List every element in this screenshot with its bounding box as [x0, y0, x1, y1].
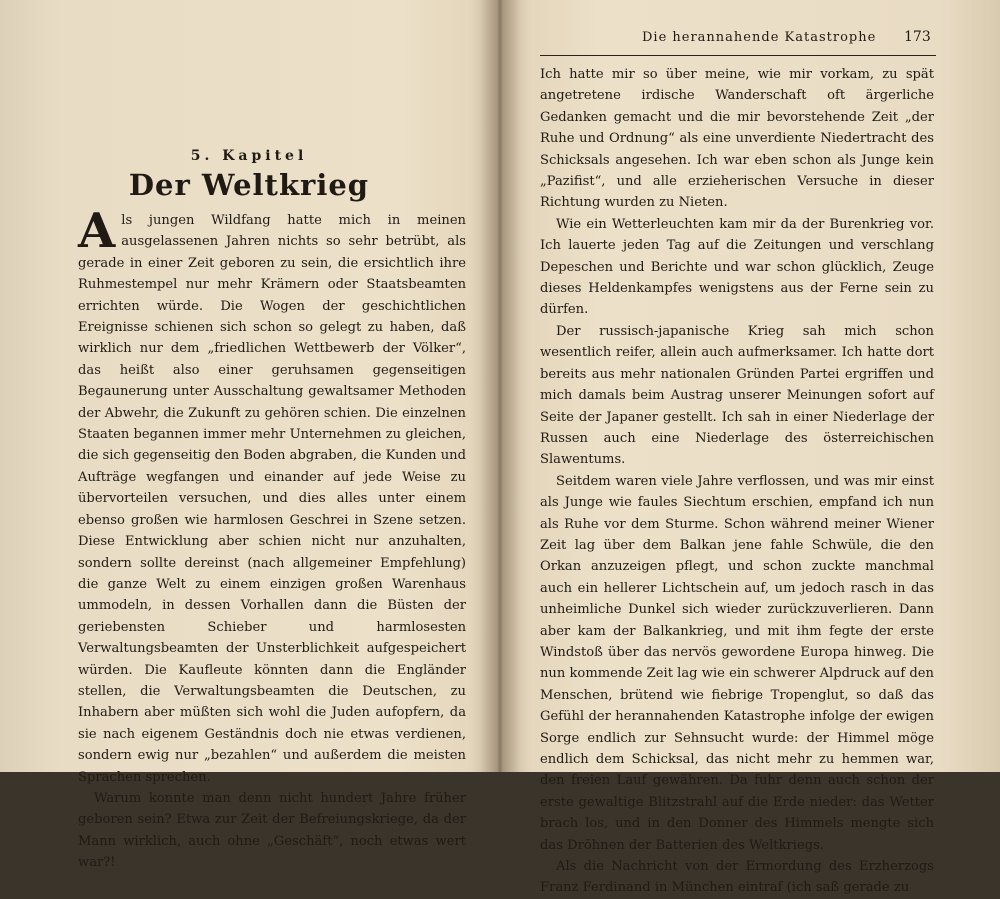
running-head: Die herannahende Katastrophe	[642, 30, 877, 45]
paragraph: Als die Nachricht von der Ermordung des Erzherzogs Franz Ferdinand in München eintraf (ich saß gerade zu	[540, 859, 934, 896]
left-page-body	[78, 203, 466, 874]
header-rule	[540, 55, 936, 56]
paragraph: Warum konnte man denn nicht hundert Jahre früher geboren sein? Etwa zur Zeit der Befreiungskriege, da der Mann wirklich, auch ohne „Geschäft“, noch etwas wert war?!	[78, 790, 466, 871]
paragraph: Der russisch-japanische Krieg sah mich schon wesentlich reifer, allein auch aufmerksamer. Ich hatte dort bereits aus mehr nationalen Gründen Partei ergriffen und mich damals beim Austrag unserer Meinungen sofort auf Seite der Japaner gestellt. Ich sah in einer Niederlage der Russen auch eine Niederlage des österreichischen Slawentums.	[540, 323, 934, 468]
chapter-title: Der Weltkrieg	[128, 168, 370, 202]
left-page	[0, 0, 498, 871]
chapter-number: 5. Kapitel	[190, 148, 308, 164]
drop-cap: A	[78, 203, 116, 259]
right-page-body	[540, 64, 934, 899]
paragraph	[78, 203, 466, 788]
page-number: 173	[904, 29, 931, 45]
paragraph: Ich hatte mir so über meine, wie mir vorkam, zu spät angetretene irdische Wanderschaft oft ärgerliche Gedanken gemacht und die mir bevorstehende Zeit „der Ruhe und Ordnung“ als eine unverdiente Niedertracht des Schicksals angesehen. Ich war eben schon als Junge kein „Pazifist“, und alle erzieherischen Versuche in dieser Richtung wurden zu Nieten.	[540, 67, 934, 211]
paragraph-text: ls jungen Wildfang hatte mich in meinen ausgelassenen Jahren nichts so sehr betrübt, als gerade in einer Zeit geboren zu sein, die ersichtlich ihre Ruhmestempel nur mehr Krämern oder Staatsbeamten errichten würde. Die Wogen der geschichtlichen Ereignisse schienen sich schon so gelegt zu haben, daß wirklich nur dem „friedlichen Wettbewerb der Völker“, das heißt also einer geruhsamen gegenseitigen Begaunerung unter Ausschaltung gewaltsamer Methoden der Abwehr, die Zukunft zu gehören schien. Die einzelnen Staaten begannen immer mehr Unternehmen zu gleichen, die sich gegenseitig den Boden abgraben, die Kunden und Aufträge wegfangen und einander auf jede Weise zu übervorteilen versuchen, und dies alles unter einem ebenso großen wie harmlosen Geschrei in Szene setzen. Diese Entwicklung aber schien nicht nur anzuhalten, sondern sollte dereinst (nach allgemeiner Empfehlung) die ganze Welt zu einem einzigen großen Warenhaus ummodeln, in dessen Vorhallen dann die Büsten der geriebensten Schieber und harmlosesten Verwaltungsbeamten der Unsterblichkeit aufgespeichert würden. Die Kaufleute könnten dann die Engländer stellen, die Verwaltungsbeamten die Deutschen, zu Inhabern aber müßten sich wohl die Juden aufopfern, da sie nach eigenem Geständnis doch nie etwas verdienen, sondern ewig nur „bezahlen“ und außerdem die meisten Sprachen sprechen.	[78, 213, 466, 785]
paragraph: Seitdem waren viele Jahre verflossen, und was mir einst als Junge wie faules Siechtum erschien, empfand ich nun als Ruhe vor dem Sturme. Schon während meiner Wiener Zeit lag über dem Balkan jene fahle Schwüle, die den Orkan anzuzeigen pflegt, und schon zuckte manchmal auch ein hellerer Lichtschein auf, um jedoch rasch in das unheimliche Dunkel sich wieder zurückzuverlieren. Dann aber kam der Balkankrieg, und mit ihm fegte der erste Windstoß über das nervös gewordene Europa hinweg. Die nun kommende Zeit lag wie ein schwerer Alpdruck auf den Menschen, brütend wie fiebrige Tropenglut, so daß das Gefühl der herannahenden Katastrophe infolge der ewigen Sorge endlich zur Sehnsucht wurde: der Himmel möge endlich dem Schicksal, das nicht mehr zu hemmen war, den freien Lauf gewähren. Da fuhr denn auch schon der erste gewaltige Blitzstrahl auf die Erde nieder: das Wetter brach los, und in den Donner des Himmels mengte sich das Dröhnen der Batterien des Weltkriegs.	[540, 473, 934, 853]
paragraph: Wie ein Wetterleuchten kam mir da der Burenkrieg vor. Ich lauerte jeden Tag auf die Zeitungen und verschlang Depeschen und Berichte und war schon glücklich, Zeuge dieses Heldenkampfes wenigstens aus der Ferne sein zu dürfen.	[540, 216, 934, 318]
right-page	[502, 0, 1000, 896]
